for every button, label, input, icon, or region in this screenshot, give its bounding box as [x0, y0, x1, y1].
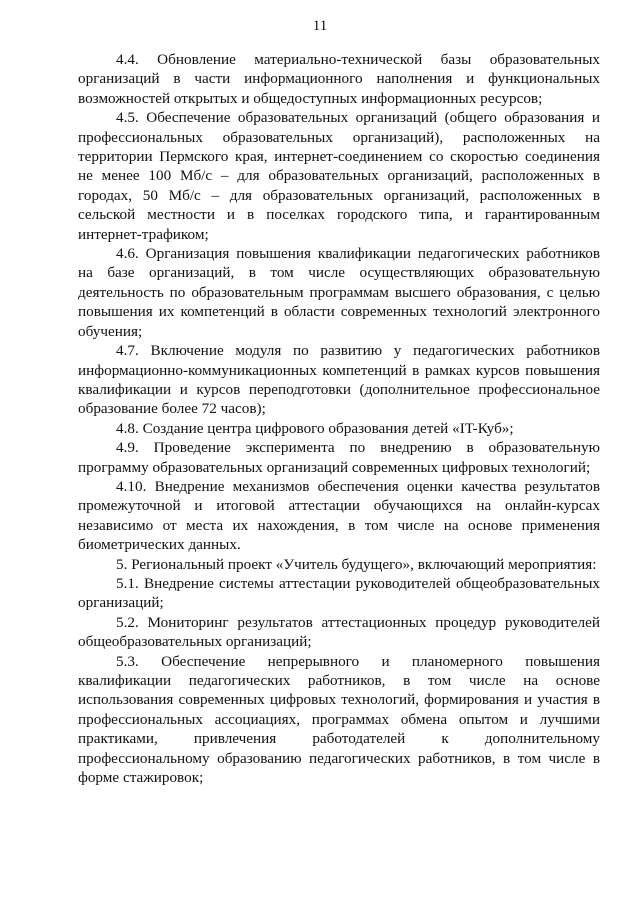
paragraph-5-2: 5.2. Мониторинг результатов аттестационных процедур руководителей общеобразовательных организаций; [78, 613, 600, 651]
page-number: 11 [312, 18, 328, 34]
paragraph-5-3: 5.3. Обеспечение непрерывного и планомерного повышения квалификации педагогических работников, в том числе на основе использования современных цифровых технологий, формирования и участия в профессиональных ассоциациях, программах обмена опытом и лучшими практиками, привлечения работодателей к дополнительному профессиональному образованию педагогических работников, в том числе в форме стажировок; [78, 652, 600, 787]
paragraph-5: 5. Региональный проект «Учитель будущего», включающий мероприятия: [116, 555, 597, 573]
paragraph-4-8: 4.8. Создание центра цифрового образования детей «IT-Куб»; [116, 419, 514, 437]
paragraph-4-10: 4.10. Внедрение механизмов обеспечения оценки качества результатов промежуточной и итоговой аттестации обучающихся на онлайн-курсах независимо от места их нахождения, в том числе на основе применения биометрических данных. [78, 477, 600, 554]
paragraph-4-4: 4.4. Обновление материально-технической базы образовательных организаций в части информационного наполнения и функциональных возможностей открытых и общедоступных информационных ресурсов; [78, 51, 600, 107]
paragraph-4-5: 4.5. Обеспечение образовательных организаций (общего образования и профессиональных образовательных организаций), расположенных на территории Пермского края, интернет-соединением со скоростью соединения не менее 100 Мб/с – для образовательных организаций, расположенных в городах, 50 Мб/с – для образовательных организаций, расположенных в сельской местности и в поселках городского типа, и гарантированным интернет-трафиком; [78, 109, 600, 243]
paragraph-4-9: 4.9. Проведение эксперимента по внедрению в образовательную программу образовательных организаций современных цифровых технологий; [78, 439, 600, 476]
paragraph-4-7: 4.7. Включение модуля по развитию у педагогических работников информационно-коммуникационных компетенций в рамках курсов повышения квалификации и курсов переподготовки (дополнительное профессиональное образование более 72 часов); [78, 342, 600, 418]
paragraph-5-1: 5.1. Внедрение системы аттестации руководителей общеобразовательных организаций; [78, 574, 600, 612]
document-body [78, 50, 600, 787]
paragraph-4-6: 4.6. Организация повышения квалификации педагогических работников на базе организаций, в том числе осуществляющих образовательную деятельность по образовательным программам высшего образования, с целью повышения их компетенций в области современных технологий электронного обучения; [78, 245, 600, 340]
